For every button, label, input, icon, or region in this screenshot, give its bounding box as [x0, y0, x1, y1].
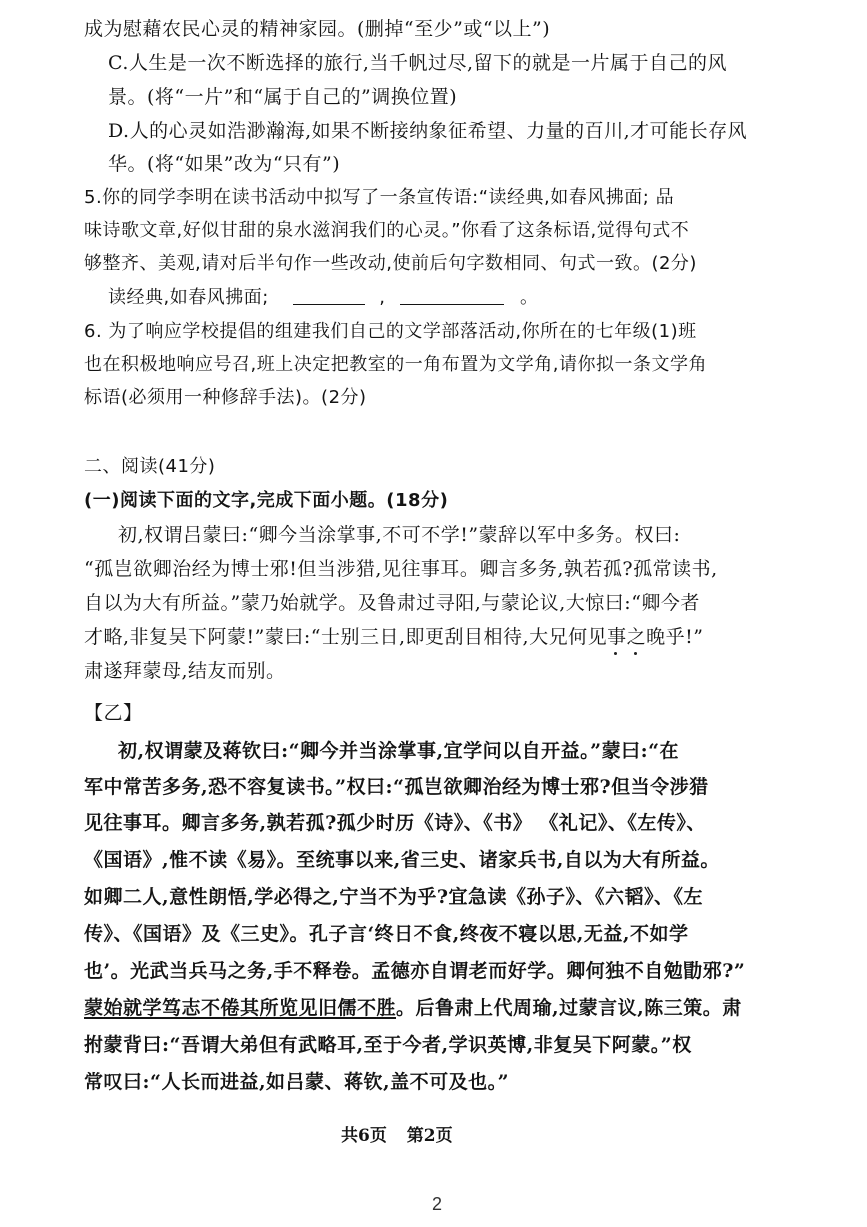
q4-option-c-line-1: C.人生是一次不断选择的旅行,当千帆过尽,留下的就是一片属于自己的风 — [108, 52, 727, 74]
q5-answer-end: 。 — [519, 287, 539, 308]
passage-yi-line-7: 也’。光武当兵马之务,手不释卷。孟德亦自谓老而好学。卿何独不自勉勖邪?” — [84, 960, 746, 982]
section-heading: 二、阅读(41分) — [84, 456, 216, 477]
passage-yi-line-1: 初,权谓蒙及蒋钦曰:“卿今并当涂掌事,宜学问以自开益。”蒙曰:“在 — [118, 740, 680, 762]
passage-jia-line-3: 自以为大有所益。”蒙乃始就学。及鲁肃过寻阳,与蒙论议,大惊曰:“卿今者 — [84, 592, 700, 614]
emphasis-dot — [614, 652, 617, 655]
passage-jia-line-5: 肃遂拜蒙母,结友而别。 — [84, 660, 286, 682]
q6-line-1: 6. 为了响应学校提倡的组建我们自己的文学部落活动,你所在的七年级(1)班 — [84, 321, 697, 342]
passage-yi-line-2: 军中常苦多务,恐不容复读书。”权曰:“孤岂欲卿治经为博士邪?但当令涉猎 — [84, 776, 709, 798]
page-footer — [341, 1121, 453, 1146]
q6-line-3: 标语(必须用一种修辞手法)。(2分) — [84, 387, 367, 408]
q5-answer-blank-1[interactable] — [293, 286, 365, 305]
emphasis-dot — [634, 652, 637, 655]
q5-line-3: 够整齐、美观,请对后半句作一些改动,使前后句字数相同、句式一致。(2分) — [84, 253, 697, 274]
q4-option-d-line-1: D.人的心灵如浩渺瀚海,如果不断接纳象征希望、力量的百川,才可能长存风 — [108, 120, 748, 142]
underlined-sentence: 蒙始就学笃志不倦其所览见旧儒不胜 — [84, 997, 397, 1019]
q5-answer-blank-2[interactable] — [400, 286, 504, 305]
passage-yi-line-3: 见往事耳。卿言多务,孰若孤?孤少时历《诗》、《书》 《礼记》、《左传》、 — [84, 812, 706, 834]
footer-current-page: 第2页 — [406, 1126, 453, 1146]
sub-section-heading: (一)阅读下面的文字,完成下面小题。(18分) — [84, 490, 449, 511]
passage-yi-line-9: 拊蒙背曰:“吾谓大弟但有武略耳,至于今者,学识英博,非复吴下阿蒙。”权 — [84, 1034, 692, 1056]
passage-yi-line-6: 传》、《国语》及《三史》。孔子言‘终日不食,终夜不寝以思,无益,不如学 — [84, 923, 689, 945]
q4-option-d-line-2: 华。(将“如果”改为“只有”) — [108, 153, 341, 175]
q5-answer-prefix: 读经典,如春风拂面; — [108, 287, 269, 308]
q5-answer-separator: , — [379, 287, 386, 308]
footer-total-pages: 共6页 — [341, 1126, 387, 1146]
q6-line-2: 也在积极地响应号召,班上决定把教室的一角布置为文学角,请你拟一条文学角 — [84, 354, 707, 375]
passage-jia-line-4: 才略,非复吴下阿蒙!”蒙曰:“士别三日,即更刮目相待,大兄何见事之晚乎!” — [84, 626, 704, 648]
q5-line-2: 味诗歌文章,好似甘甜的泉水滋润我们的心灵。”你看了这条标语,觉得句式不 — [84, 220, 690, 241]
passage-yi-line-8-rest: 。后鲁肃上代周瑜,过蒙言议,陈三策。肃 — [396, 997, 742, 1019]
passage-yi-line-4: 《国语》,惟不读《易》。至统事以来,省三史、诸家兵书,自以为大有所益。 — [84, 849, 720, 871]
passage-yi-line-5: 如卿二人,意性朗悟,学必得之,宁当不为乎?宜急读《孙子》、《六韬》、《左 — [84, 886, 703, 908]
q4-line-1: 成为慰藉农民心灵的精神家园。(删掉“至少”或“以上”) — [84, 18, 551, 40]
passage-yi-line-10: 常叹曰:“人长而进益,如吕蒙、蒋钦,盖不可及也。” — [84, 1071, 510, 1093]
passage-yi-label: 【乙】 — [84, 702, 143, 724]
q5-answer-line — [108, 286, 538, 310]
passage-jia-line-2: “孤岂欲卿治经为博士邪!但当涉猎,见往事耳。卿言多务,孰若孤?孤常读书, — [84, 558, 718, 580]
q4-option-c-line-2: 景。(将“一片”和“属于自己的”调换位置) — [108, 86, 458, 108]
passage-jia-line-1: 初,权谓吕蒙曰:“卿今当涂掌事,不可不学!”蒙辞以军中多务。权曰: — [118, 524, 681, 546]
page-number: 2 — [432, 1194, 443, 1214]
q5-line-1: 5.你的同学李明在读书活动中拟写了一条宣传语:“读经典,如春风拂面; 品 — [84, 187, 675, 208]
passage-yi-line-8 — [84, 996, 742, 1020]
